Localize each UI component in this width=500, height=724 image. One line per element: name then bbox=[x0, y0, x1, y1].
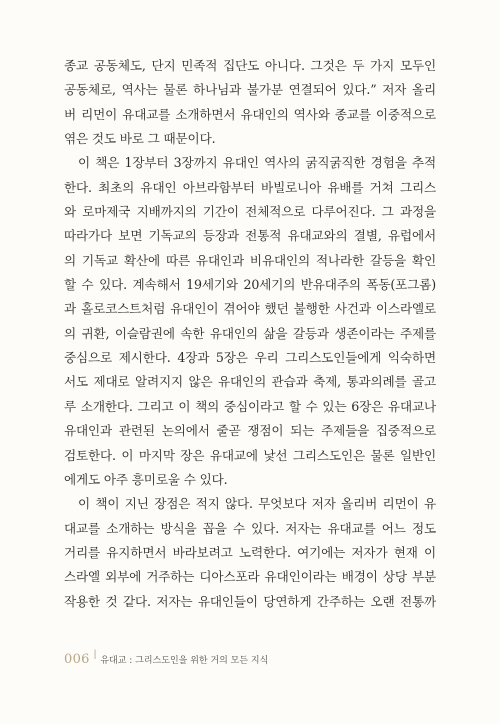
page-footer bbox=[64, 649, 269, 672]
text-line: 거리를 유지하면서 바라보려고 노력한다. 여기에는 저자가 현재 이 bbox=[64, 544, 436, 560]
text-line: 와 로마제국 지배까지의 기간이 전체적으로 다루어진다. 그 과정을 bbox=[64, 204, 436, 220]
page-number: 006 bbox=[64, 652, 90, 667]
text-line: 스라엘 외부에 거주하는 디아스포라 유대인이라는 배경이 상당 부분 bbox=[64, 569, 436, 585]
text-line: 루 소개한다. 그리고 이 책의 중심이라고 할 수 있는 6장은 유대교나 bbox=[64, 398, 436, 414]
text-line: 의 기독교 확산에 따른 유대인과 비유대인의 적나라한 갈등을 확인 bbox=[64, 252, 436, 268]
text-line: 버 리먼이 유대교를 소개하면서 유대인의 역사와 종교를 이중적으로 bbox=[64, 106, 436, 122]
text-line: 공동체로, 역사는 물론 하나님과 불가분 연결되어 있다.” 저자 올리 bbox=[64, 82, 436, 98]
text-line: 대교를 소개하는 방식을 꼽을 수 있다. 저자는 유대교를 어느 정도 bbox=[64, 520, 436, 536]
paragraph-first-line: 이 책은 1장부터 3장까지 유대인 역사의 굵직굵직한 경험을 추적 bbox=[78, 155, 436, 171]
text-line: 유대인과 관련된 논의에서 줄곧 쟁점이 되는 주제들을 집중적으로 bbox=[64, 423, 436, 439]
text-line: 엮은 것도 바로 그 때문이다. bbox=[64, 131, 216, 147]
text-line: 의 귀환, 이슬람권에 속한 유대인의 삶을 갈등과 생존이라는 주제를 bbox=[64, 325, 436, 341]
text-line: 서도 제대로 알려지지 않은 유대인의 관습과 축제, 통과의례를 골고 bbox=[64, 374, 436, 390]
text-line: 할 수 있다. 계속해서 19세기와 20세기의 반유대주의 폭동(포그롬) bbox=[64, 277, 436, 293]
text-line: 따라가다 보면 기독교의 등장과 전통적 유대교와의 결별, 유럽에서 bbox=[64, 228, 436, 244]
text-line: 에게도 아주 흥미로울 수 있다. bbox=[64, 471, 228, 487]
paragraph-first-line: 이 책이 지닌 장점은 적지 않다. 무엇보다 저자 올리버 리먼이 유 bbox=[78, 496, 436, 512]
text-line: 중심으로 제시한다. 4장과 5장은 우리 그리스도인들에게 익숙하면 bbox=[64, 350, 436, 366]
body-text bbox=[64, 54, 436, 614]
footer-separator: | bbox=[93, 649, 97, 660]
text-line: 작용한 것 같다. 저자는 유대인들이 당연하게 간주하는 오랜 전통까 bbox=[64, 593, 436, 609]
running-title: 유대교 : 그리스도인을 위한 거의 모든 지식 bbox=[100, 656, 269, 666]
text-line: 한다. 최초의 유대인 아브라함부터 바빌로니아 유배를 거쳐 그리스 bbox=[64, 179, 436, 195]
text-line: 종교 공동체도, 단지 민족적 집단도 아니다. 그것은 두 가지 모두인 bbox=[64, 58, 436, 73]
text-line: 과 홀로코스트처럼 유대인이 겪어야 했던 불행한 사건과 이스라엘로 bbox=[64, 301, 436, 317]
text-line: 검토한다. 이 마지막 장은 유대교에 낯선 그리스도인은 물론 일반인 bbox=[64, 447, 436, 463]
